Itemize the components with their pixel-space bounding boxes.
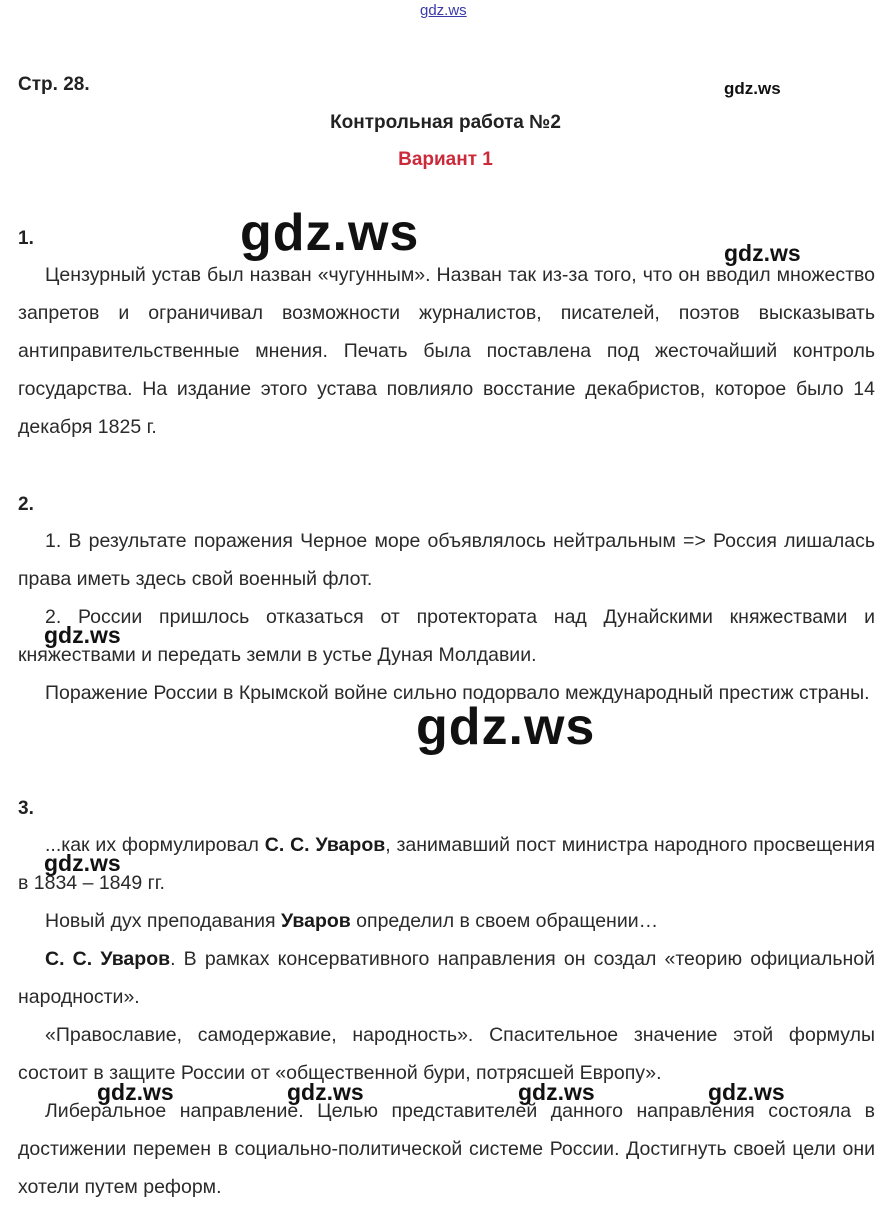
question-3-number: 3. [18,798,34,819]
q3-p1-text-b: , занимавший пост министра народного просвещения в 1834 – 1849 гг. [18,834,876,894]
watermark-q1-right: gdz.ws [724,240,801,266]
watermark-bottom-2: gdz.ws [287,1079,364,1105]
page-number: Стр. 28. [18,74,90,95]
watermark-bottom-3: gdz.ws [518,1079,595,1105]
question-2-number: 2. [18,494,34,515]
watermark-bottom-4: gdz.ws [708,1079,785,1105]
watermark-top[interactable]: gdz.ws [420,2,467,19]
watermark-q2-big: gdz.ws [416,698,596,756]
q3-p2-text-a: Новый дух преподавания [45,910,281,932]
question-3-paragraph-2 [18,902,875,940]
watermark-q1-big: gdz.ws [240,204,420,262]
variant-heading: Вариант 1 [398,149,493,170]
question-3-paragraph-3 [18,940,875,1016]
question-3-paragraph-5: Либеральное направление. Целью представителей данного направления состояла в достижении перемен в социально-политической системе России. Достигнуть своей цели они хотели путем реформ. [18,1100,875,1198]
watermark-bottom-1: gdz.ws [97,1079,174,1105]
q3-p3-bold-name: С. С. Уваров [45,948,171,970]
q3-p1-bold-name: С. С. Уваров [264,834,386,856]
question-2-paragraph-1: 1. В результате поражения Черное море объявлялось нейтральным => Россия лишалась права иметь здесь свой военный флот. [18,530,875,590]
page-title: Контрольная работа №2 [330,112,561,133]
watermark-q2-left: gdz.ws [44,622,121,648]
q3-p1-text-a: ...как их формулировал [45,834,265,856]
watermark-header-right: gdz.ws [724,79,781,98]
question-1-number: 1. [18,228,34,249]
question-2-paragraph-2: 2. России пришлось отказаться от протектората над Дунайскими княжествами и княжествами и передать земли в устье Дуная Молдавии. [18,606,875,666]
question-1-text: Цензурный устав был назван «чугунным». Назван так из-за того, что он вводил множество запретов и ограничивал возможности журналистов, писателей, поэтов высказывать антиправительственные мнения. Печать была поставлена под жесточайший контроль государства. На издание этого устава повлияло восстание декабристов, которое было 14 декабря 1825 г. [18,264,875,438]
q3-p2-bold-name: Уваров [280,910,351,932]
q3-p2-text-b: определил в своем обращении… [350,910,659,932]
question-3-paragraph-4: «Православие, самодержавие, народность». Спасительное значение этой формулы состоит в защите России от «общественной бури, потрясшей Европу». [18,1024,875,1084]
question-3-paragraph-1 [18,826,875,902]
watermark-q3-left: gdz.ws [44,850,121,876]
q3-p3-text-b: . В рамках консервативного направления он создал «теорию официальной народности». [18,948,875,1008]
question-2-paragraph-3: Поражение России в Крымской войне сильно подорвало международный престиж страны. [45,682,870,704]
